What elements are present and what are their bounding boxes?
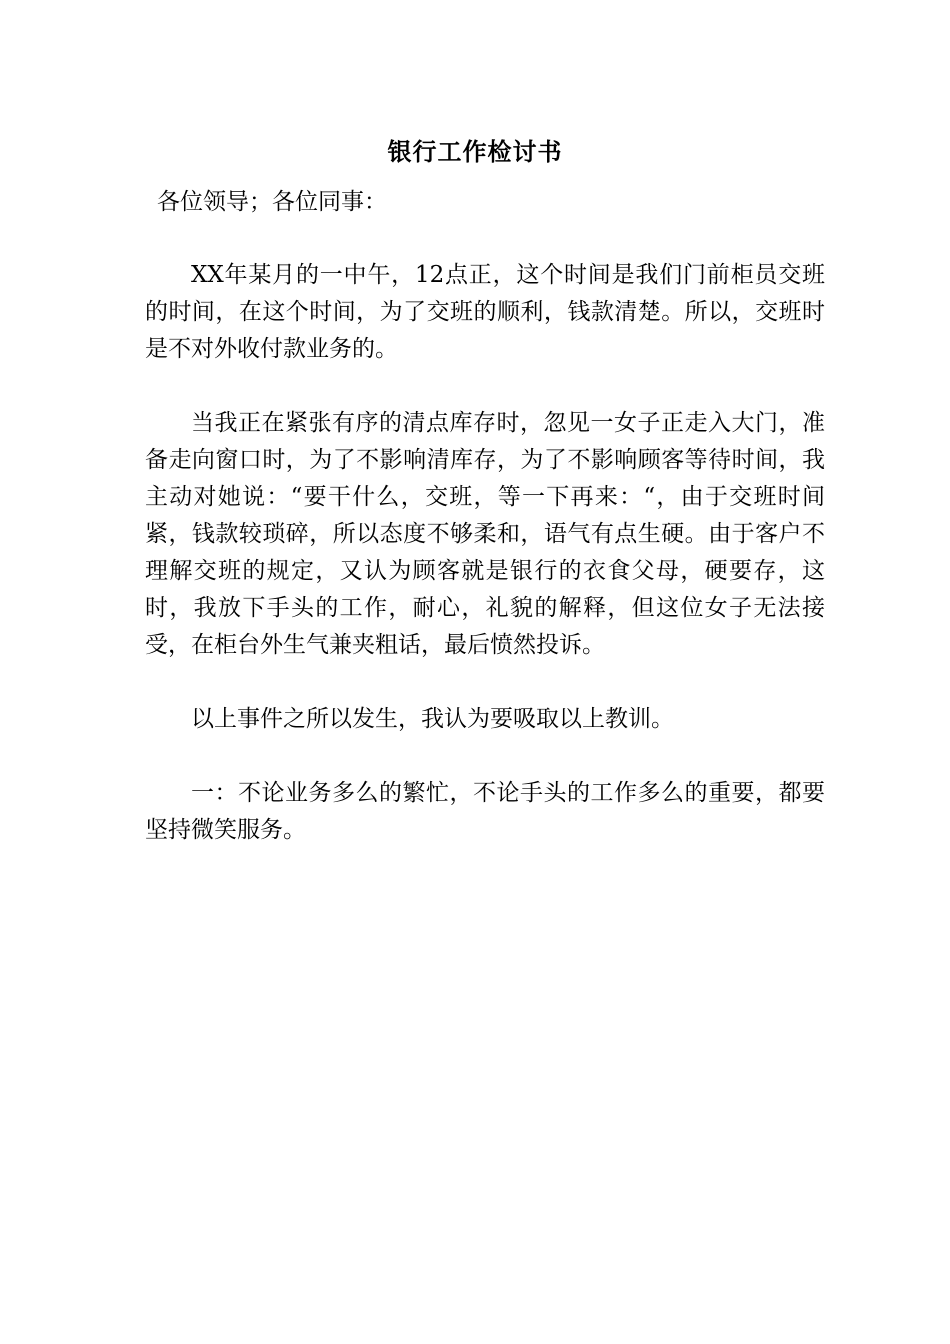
paragraph-2: 当我正在紧张有序的清点库存时，忽见一女子正走入大门，准备走向窗口时，为了不影响清库存，为了不影响顾客等待时间，我主动对她说：“要干什么，交班，等一下再来：“，由于交班时间紧，钱款较琐碎，所以态度不够柔和，语气有点生硬。由于客户不理解交班的规定，又认为顾客就是银行的衣食父母，硬要存，这时，我放下手头的工作，耐心，礼貌的解释，但这位女子无法接受，在柜台外生气兼夹粗话，最后愤然投诉。 [145, 410, 825, 658]
paragraph-4: 一：不论业务多么的繁忙，不论手头的工作多么的重要，都要坚持微笑服务。 [145, 780, 825, 843]
paragraph-1: XX年某月的一中午，12点正，这个时间是我们门前柜员交班的时间，在这个时间，为了交班的顺利，钱款清楚。所以，交班时是不对外收付款业务的。 [145, 262, 825, 362]
salutation: 各位领导；各位同事： [157, 189, 387, 215]
document-body [145, 257, 825, 886]
paragraph-3: 以上事件之所以发生，我认为要吸取以上教训。 [191, 706, 674, 732]
document-title: 银行工作检讨书 [387, 137, 563, 166]
